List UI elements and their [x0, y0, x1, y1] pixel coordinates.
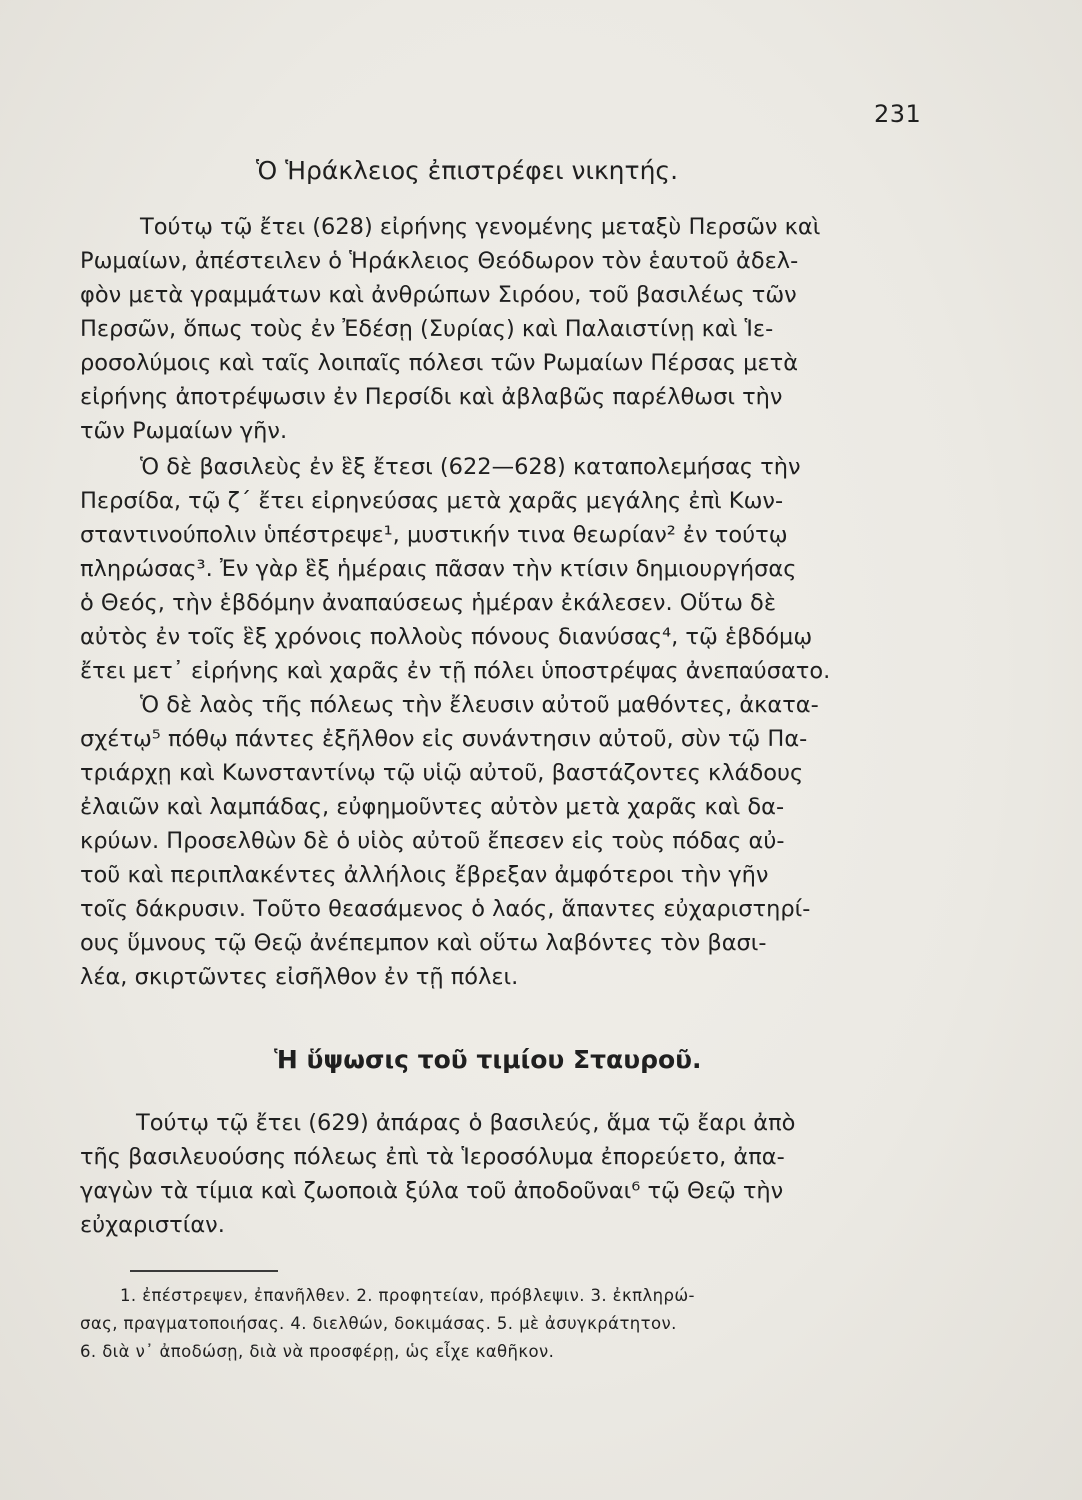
text-line: τῆς βασιλευούσης πόλεως ἐπὶ τὰ Ἱεροσόλυμα ἐπορεύετο, ἀπα-	[80, 1144, 785, 1170]
text-line: Ὁ δὲ βασιλεὺς ἐν ἓξ ἔτεσι (622—628) καταπολεμήσας τὴν	[140, 454, 801, 480]
text-line: πληρώσας³. Ἐν γὰρ ἓξ ἡμέραις πᾶσαν τὴν κτίσιν δημιουργήσας	[80, 556, 797, 582]
text-line: Ὁ δὲ λαὸς τῆς πόλεως τὴν ἔλευσιν αὐτοῦ μαθόντες, ἀκατα-	[140, 692, 819, 718]
text-line: Τούτῳ τῷ ἔτει (629) ἀπάρας ὁ βασιλεύς, ἅμα τῷ ἔαρι ἀπὸ	[136, 1110, 796, 1136]
text-line: τριάρχῃ καὶ Κωνσταντίνῳ τῷ υἱῷ αὐτοῦ, βαστάζοντες κλάδους	[80, 760, 804, 786]
text-line: σχέτῳ⁵ πόθῳ πάντες ἐξῆλθον εἰς συνάντησιν αὐτοῦ, σὺν τῷ Πα-	[80, 726, 808, 752]
footnote-divider	[130, 1270, 278, 1272]
text-line: ὁ Θεός, τὴν ἑβδόμην ἀναπαύσεως ἡμέραν ἐκάλεσεν. Οὕτω δὲ	[80, 590, 776, 616]
text-line: φὸν μετὰ γραμμάτων καὶ ἀνθρώπων Σιρόου, τοῦ βασιλέως τῶν	[80, 282, 797, 308]
text-line: λέα, σκιρτῶντες εἰσῆλθον ἐν τῇ πόλει.	[80, 964, 519, 990]
section-title-cross: Ἡ ὕψωσις τοῦ τιμίου Σταυροῦ.	[274, 1045, 702, 1074]
text-line: σταντινούπολιν ὑπέστρεψε¹, μυστικήν τινα θεωρίαν² ἐν τούτῳ	[80, 522, 788, 548]
text-line: ροσολύμοις καὶ ταῖς λοιπαῖς πόλεσι τῶν Ρωμαίων Πέρσας μετὰ	[80, 350, 799, 376]
text-line: γαγὼν τὰ τίμια καὶ ζωοποιὰ ξύλα τοῦ ἀποδοῦναι⁶ τῷ Θεῷ τὴν	[80, 1178, 784, 1204]
text-line: εὐχαριστίαν.	[80, 1212, 225, 1238]
text-line: εἰρήνης ἀποτρέψωσιν ἐν Περσίδι καὶ ἀβλαβῶς παρέλθωσι τὴν	[80, 384, 783, 410]
footnote-line: σας, πραγματοποιήσας. 4. διελθών, δοκιμάσας. 5. μὲ ἀσυγκράτητον.	[80, 1314, 677, 1333]
text-line: αὐτὸς ἐν τοῖς ἓξ χρόνοις πολλοὺς πόνους διανύσας⁴, τῷ ἑβδόμῳ	[80, 624, 813, 650]
text-line: Ρωμαίων, ἀπέστειλεν ὁ Ἡράκλειος Θεόδωρον τὸν ἑαυτοῦ ἀδελ-	[80, 248, 799, 274]
footnote-line: 1. ἐπέστρεψεν, ἐπανῆλθεν. 2. προφητείαν, πρόβλεψιν. 3. ἐκπληρώ-	[120, 1286, 695, 1305]
text-line: Περσῶν, ὅπως τοὺς ἐν Ἐδέσῃ (Συρίας) καὶ Παλαιστίνῃ καὶ Ἱε-	[80, 316, 774, 342]
section-title-return: Ὁ Ἡράκλειος ἐπιστρέφει νικητής.	[256, 156, 679, 185]
text-line: ἐλαιῶν καὶ λαμπάδας, εὐφημοῦντες αὐτὸν μετὰ χαρᾶς καὶ δα-	[80, 794, 785, 820]
text-line: ους ὕμνους τῷ Θεῷ ἀνέπεμπον καὶ οὕτω λαβόντες τὸν βασι-	[80, 930, 767, 956]
text-line: Τούτῳ τῷ ἔτει (628) εἰρήνης γενομένης μεταξὺ Περσῶν καὶ	[140, 214, 821, 240]
text-line: τοῖς δάκρυσιν. Τοῦτο θεασάμενος ὁ λαός, ἅπαντες εὐχαριστηρί-	[80, 896, 811, 922]
text-line: ἔτει μετ᾽ εἰρήνης καὶ χαρᾶς ἐν τῇ πόλει ὑποστρέψας ἀνεπαύσατο.	[80, 658, 831, 684]
text-line: Περσίδα, τῷ ζ´ ἔτει εἰρηνεύσας μετὰ χαρᾶς μεγάλης ἐπὶ Κων-	[80, 488, 784, 514]
text-line: κρύων. Προσελθὼν δὲ ὁ υἱὸς αὐτοῦ ἔπεσεν εἰς τοὺς πόδας αὐ-	[80, 828, 785, 854]
footnote-line: 6. διὰ ν᾽ ἀποδώσῃ, διὰ νὰ προσφέρῃ, ὡς εἶχε καθῆκον.	[80, 1342, 555, 1361]
text-line: τῶν Ρωμαίων γῆν.	[80, 418, 288, 444]
text-line: τοῦ καὶ περιπλακέντες ἀλλήλοις ἔβρεξαν ἀμφότεροι τὴν γῆν	[80, 862, 769, 888]
page-number: 231	[874, 100, 922, 128]
